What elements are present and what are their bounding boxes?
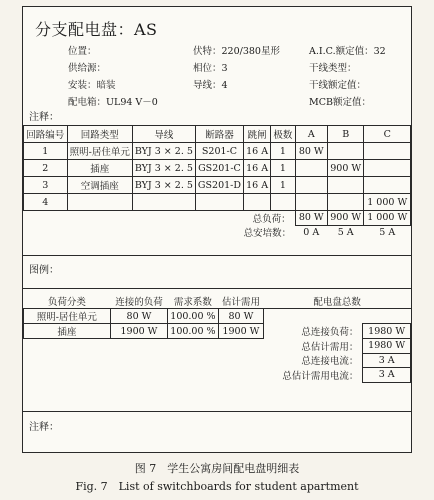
note-label: 注释： xyxy=(29,112,59,123)
cell: 1 xyxy=(271,177,295,194)
cell xyxy=(327,143,364,160)
cell: 80 W xyxy=(218,309,264,324)
table-row xyxy=(24,160,411,177)
wires-field: 导线：4 xyxy=(193,80,228,91)
cell: 100.00 % xyxy=(168,324,218,339)
header-connected-load: 连接的负荷 xyxy=(110,294,168,309)
install-field: 安装：暗装 xyxy=(68,80,116,91)
total-load-label: 总负荷： xyxy=(252,214,291,225)
header-circuit-type: 回路类型 xyxy=(67,126,132,143)
main-rating-field: 干线额定值： xyxy=(309,80,367,91)
table-row xyxy=(24,309,411,324)
cell xyxy=(67,194,132,211)
total-connected-current-label: 总连接电流： xyxy=(301,356,359,368)
cell: GS201-D xyxy=(195,177,243,194)
cell xyxy=(271,194,295,211)
total-load-a: 80 W xyxy=(295,211,327,226)
panel-schedule-sheet xyxy=(22,6,412,453)
total-estimated-demand-value: 1980 W xyxy=(363,339,411,354)
header-trip: 跳闸 xyxy=(243,126,270,143)
cell: 1900 W xyxy=(110,324,168,339)
header-circuit-no: 回路编号 xyxy=(24,126,68,143)
header-load-category: 负荷分类 xyxy=(24,294,111,309)
circuit-header-row xyxy=(24,126,411,143)
cell: BYJ 3 × 2. 5 xyxy=(132,160,195,177)
cell xyxy=(295,194,327,211)
cell xyxy=(327,194,364,211)
total-amps-label: 总安培数： xyxy=(243,228,292,239)
total-connected-load-label: 总连接负荷： xyxy=(301,327,359,338)
table-row xyxy=(24,324,411,339)
header-demand-factor: 需求系数 xyxy=(168,294,218,309)
total-amps-b: 5 A xyxy=(337,226,354,238)
cell: 16 A xyxy=(243,160,270,177)
header-wire: 导线 xyxy=(132,126,195,143)
summary-header-row xyxy=(24,294,411,309)
load-summary-table xyxy=(23,294,411,383)
cell: 照明-居住单元 xyxy=(24,309,111,324)
cell xyxy=(295,177,327,194)
cell: 16 A xyxy=(243,143,270,160)
total-connected-load-value: 1980 W xyxy=(363,324,411,339)
cell xyxy=(295,160,327,177)
total-amps-c: 5 A xyxy=(379,226,396,238)
header-phase-c: C xyxy=(364,126,411,143)
divider xyxy=(23,411,411,412)
cell: 空调插座 xyxy=(67,177,132,194)
cell: 1 xyxy=(271,143,295,160)
header-poles: 极数 xyxy=(271,126,295,143)
table-row xyxy=(24,368,411,383)
total-load-c: 1 000 W xyxy=(364,211,411,226)
cell: 1 xyxy=(24,143,68,160)
aic-rating-field: A.I.C.额定值：32 xyxy=(309,46,386,57)
cell: 900 W xyxy=(327,160,364,177)
cell xyxy=(195,194,243,211)
divider xyxy=(23,288,411,289)
cell: 16 A xyxy=(243,177,270,194)
cell xyxy=(327,177,364,194)
cell xyxy=(364,177,411,194)
cell xyxy=(364,143,411,160)
divider xyxy=(23,255,411,256)
total-estimated-current-value: 3 A xyxy=(363,368,411,383)
total-load-b: 900 W xyxy=(327,211,364,226)
cell: S201-C xyxy=(195,143,243,160)
cell: 照明-居住单元 xyxy=(67,143,132,160)
cell: 1 000 W xyxy=(364,194,411,211)
cell: 80 W xyxy=(295,143,327,160)
volts-field: 伏特：220/380星形 xyxy=(193,46,280,57)
total-amps-row xyxy=(24,225,411,239)
cell: BYJ 3 × 2. 5 xyxy=(132,177,195,194)
legend-label: 图例： xyxy=(29,265,59,276)
total-load-row xyxy=(24,211,411,226)
main-type-field: 干线类型： xyxy=(309,63,357,74)
cell: 1900 W xyxy=(218,324,264,339)
panel-title: 分支配电盘：AS xyxy=(35,20,158,39)
figure-caption-cn: 图 7 学生公寓房间配电盘明细表 xyxy=(134,462,300,475)
cell: 4 xyxy=(24,194,68,211)
total-amps-a: 0 A xyxy=(303,226,320,238)
table-row xyxy=(24,353,411,368)
location-field: 位置： xyxy=(68,46,97,57)
figure-caption-en: Fig. 7 List of switchboards for student apartment xyxy=(75,480,359,493)
table-row xyxy=(24,339,411,354)
total-connected-current-value: 3 A xyxy=(363,353,411,368)
cell: 3 xyxy=(24,177,68,194)
total-estimated-current-label: 总估计需用电流： xyxy=(282,370,359,382)
cell: BYJ 3 × 2. 5 xyxy=(132,143,195,160)
total-estimated-demand-label: 总估计需用： xyxy=(301,341,359,353)
header-phase-b: B xyxy=(327,126,364,143)
cell xyxy=(243,194,270,211)
table-row xyxy=(24,143,411,160)
header-estimated-demand: 估计需用 xyxy=(218,294,264,309)
enclosure-field: 配电箱：UL94 V－0 xyxy=(68,97,158,108)
cell: 2 xyxy=(24,160,68,177)
cell: 100.00 % xyxy=(168,309,218,324)
table-row xyxy=(24,177,411,194)
header-panel-totals: 配电盘总数 xyxy=(264,294,411,309)
cell: 80 W xyxy=(110,309,168,324)
footer-note-label: 注释： xyxy=(29,422,59,433)
header-breaker: 断路器 xyxy=(195,126,243,143)
supply-source-field: 供给源： xyxy=(68,63,107,74)
cell: 1 xyxy=(271,160,295,177)
cell: GS201-C xyxy=(195,160,243,177)
cell xyxy=(364,160,411,177)
circuit-table xyxy=(23,125,411,239)
phase-field: 相位：3 xyxy=(193,63,228,74)
cell: 插座 xyxy=(24,324,111,339)
cell: 插座 xyxy=(67,160,132,177)
header-phase-a: A xyxy=(295,126,327,143)
mcb-rating-field: MCB额定值： xyxy=(309,97,371,108)
table-row xyxy=(24,194,411,211)
cell xyxy=(132,194,195,211)
